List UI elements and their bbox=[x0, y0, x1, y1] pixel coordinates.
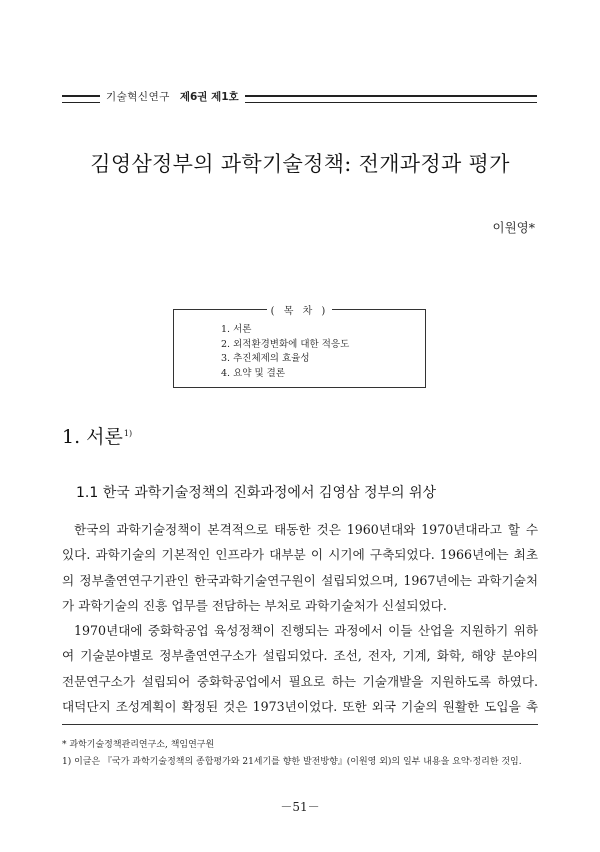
page-number: －51－ bbox=[280, 800, 320, 814]
text-line: 있다. 과학기술의 기본적인 인프라가 대부분 이 시기에 구축되었다. 1966년에는 최초 bbox=[62, 547, 538, 563]
footnote-1: 1) 이글은 『국가 과학기술정책의 종합평가와 21세기를 향한 발전방향』(이원영 외)의 일부 내용을 요약·정리한 것임. bbox=[62, 757, 522, 767]
text-line: 한국의 과학기술정책이 본격적으로 태동한 것은 1960년대와 1970년대라고 할 수 bbox=[74, 522, 538, 537]
toc-item: 3. 추진체제의 효율성 bbox=[221, 353, 310, 364]
paragraph-2 bbox=[62, 618, 538, 719]
paragraph-1 bbox=[62, 517, 538, 618]
footnote-affiliation: * 과학기술정책관리연구소, 책임연구원 bbox=[62, 740, 215, 750]
text-line: 대덕단지 조성계획이 확정된 것은 1973년이었다. 또한 외국 기술의 원활한 도입을 촉 bbox=[62, 698, 538, 714]
toc-item: 1. 서론 bbox=[221, 324, 252, 335]
text-line: 전문연구소가 설립되어 중화학공업에서 필요로 하는 기술개발을 지원하도록 하였다. bbox=[62, 673, 538, 689]
toc-item: 4. 요약 및 결론 bbox=[221, 367, 286, 379]
paper-title: 김영삼정부의 과학기술정책: 전개과정과 평가 bbox=[90, 152, 510, 176]
author-name: 이원영* bbox=[492, 220, 535, 235]
section-heading-text: 1. 서론 bbox=[62, 426, 123, 448]
section-heading bbox=[62, 422, 132, 449]
journal-name: 기술혁신연구 bbox=[106, 91, 170, 103]
text-line: 1970년대에 중화학공업 육성정책이 진행되는 과정에서 이들 산업을 지원하기 위하 bbox=[74, 623, 538, 638]
header-rule-right bbox=[245, 95, 537, 103]
subsection-heading: 1.1 한국 과학기술정책의 진화과정에서 김영삼 정부의 위상 bbox=[76, 485, 437, 501]
toc-heading: ( 목 차 ) bbox=[267, 306, 333, 317]
text-line: 가 과학기술의 진흥 업무를 전담하는 부처로 과학기술처가 신설되었다. bbox=[62, 597, 447, 613]
volume-issue: 제6권 제1호 bbox=[179, 91, 239, 103]
header-rule-left bbox=[62, 95, 100, 103]
text-line: 의 정부출연연구기관인 한국과학기술연구원이 설립되었으며, 1967년에는 과학기술처 bbox=[62, 572, 538, 588]
footnote-ref: 1) bbox=[123, 428, 133, 438]
running-header bbox=[106, 89, 239, 104]
toc-list bbox=[221, 323, 349, 381]
footnote-rule bbox=[62, 724, 538, 725]
table-of-contents bbox=[173, 306, 426, 388]
text-line: 여 기술분야별로 정부출연연구소가 설립되었다. 조선, 전자, 기계, 화학, 해양 분야의 bbox=[62, 648, 538, 664]
toc-item: 2. 외적환경변화에 대한 적응도 bbox=[221, 338, 350, 350]
